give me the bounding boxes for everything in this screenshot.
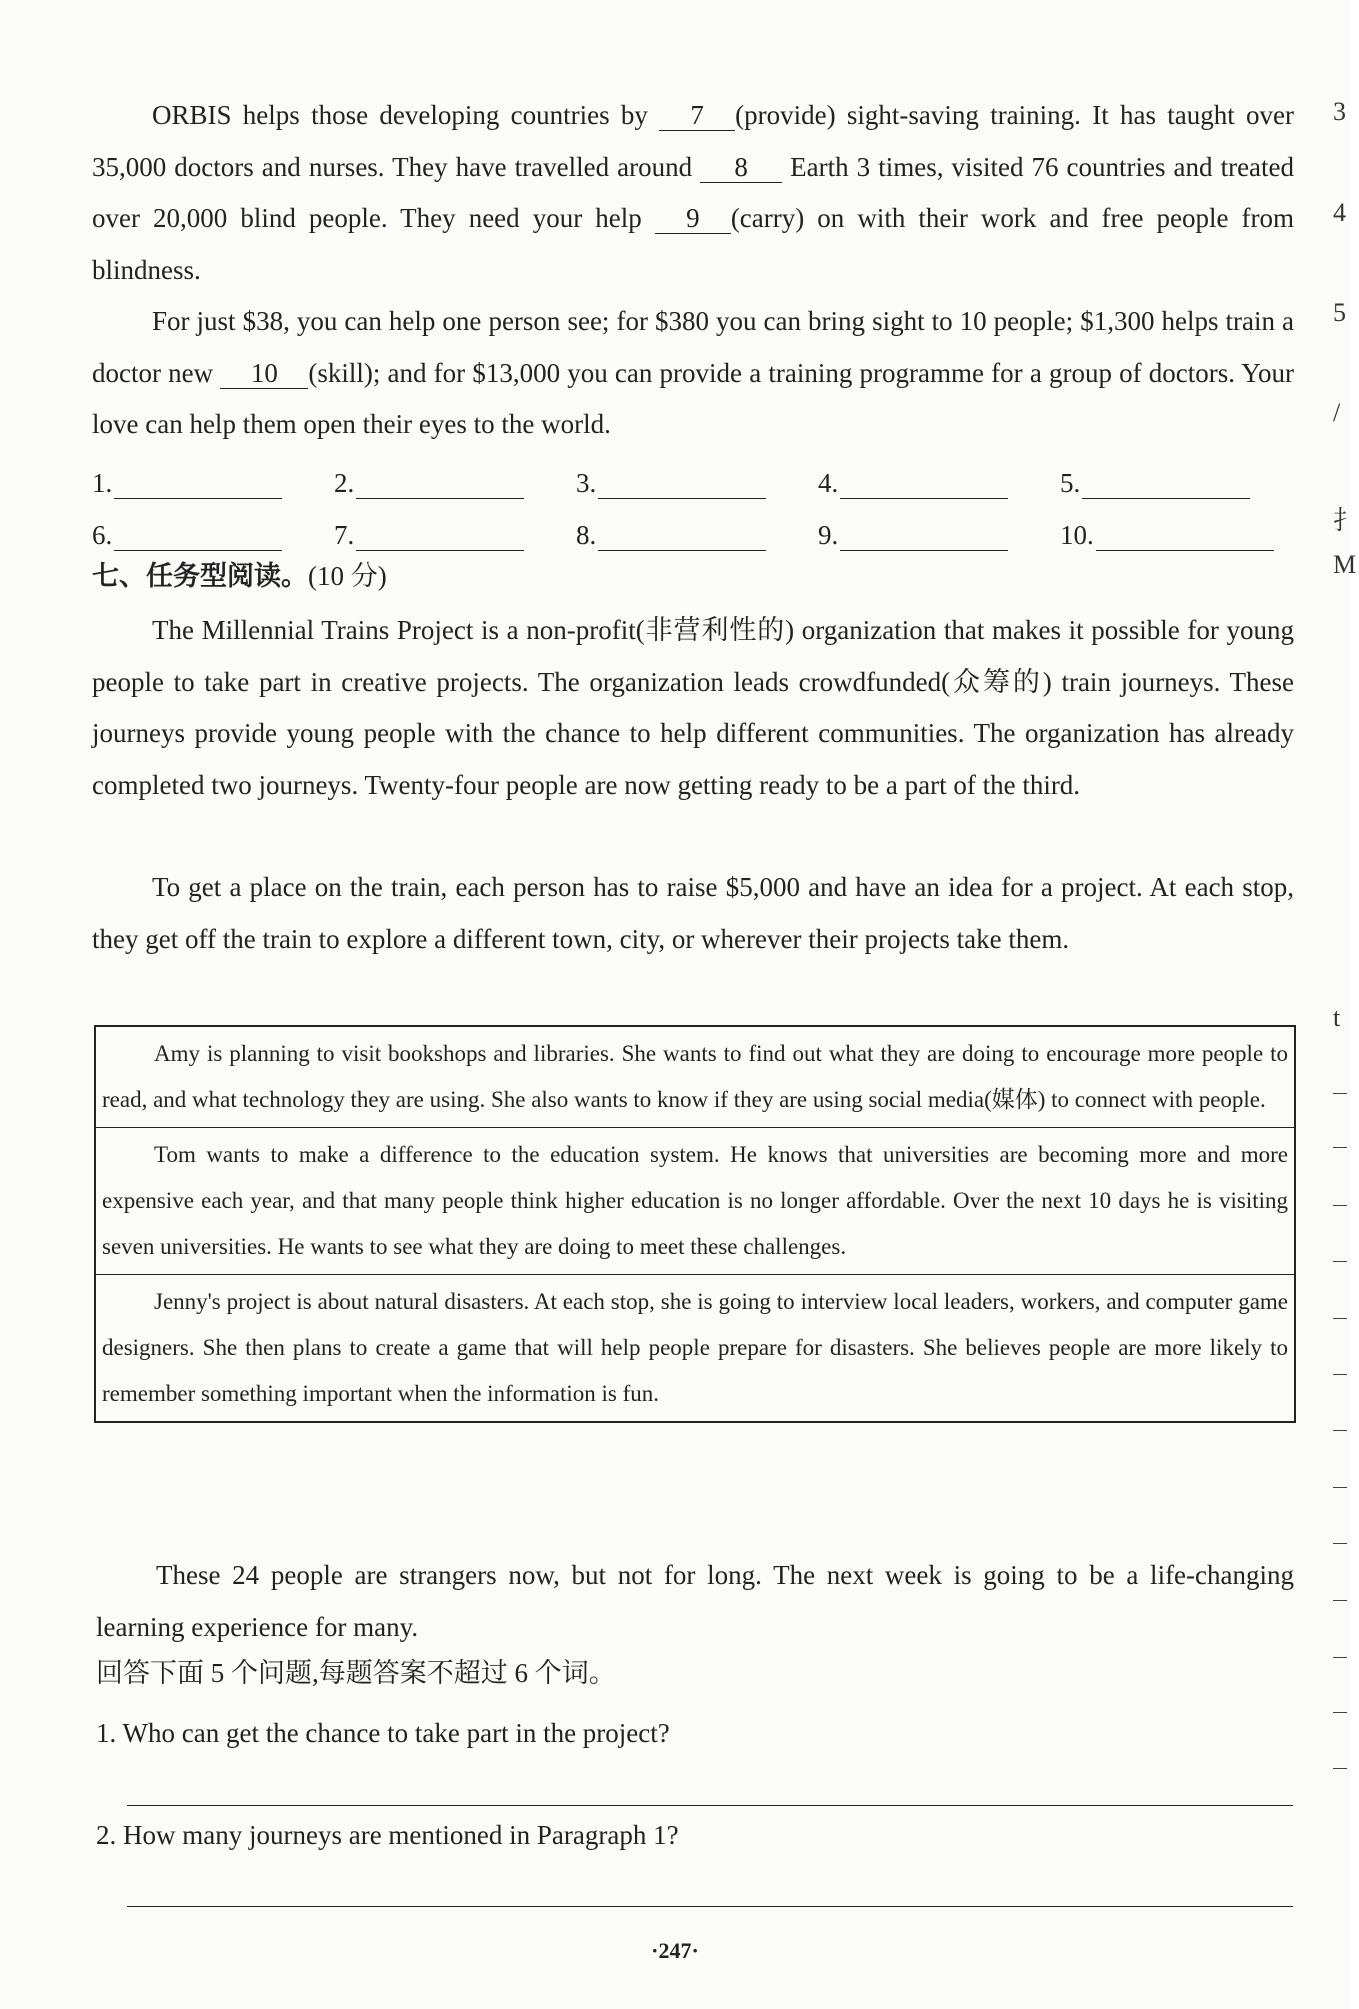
edge-dash — [1333, 1147, 1347, 1148]
answer-item — [576, 520, 818, 551]
answer-line[interactable] — [1082, 472, 1250, 499]
answer-number: 3. — [576, 468, 597, 498]
answer-row — [92, 499, 1302, 551]
answer-row — [92, 447, 1302, 499]
answer-number: 10. — [1060, 520, 1094, 550]
edge-fragment: M — [1333, 550, 1357, 579]
answer-line[interactable] — [598, 524, 766, 551]
question-instruction: 回答下面 5 个问题,每题答案不超过 6 个词。 — [96, 1658, 616, 1688]
answer-line[interactable] — [356, 524, 524, 551]
edge-dash — [1333, 1768, 1347, 1769]
answer-number: 9. — [818, 520, 839, 550]
edge-fragment: 5 — [1333, 298, 1346, 327]
answer-line[interactable] — [1096, 524, 1274, 551]
edge-fragment: 扌 — [1333, 506, 1359, 535]
passage-text: Earth 3 times, visited 76 countries and treated over 20,000 blind people. They need your help — [92, 151, 1295, 233]
answer-item — [334, 468, 576, 499]
blank-10[interactable]: 10 — [220, 358, 308, 389]
answer-item — [576, 468, 818, 499]
answer-number: 4. — [818, 468, 839, 498]
edge-dash — [1333, 1374, 1347, 1375]
answer-item — [818, 468, 1060, 499]
answer-item — [334, 520, 576, 551]
answer-line[interactable] — [114, 524, 282, 551]
edge-fragment: t — [1333, 1003, 1341, 1032]
answer-item — [1060, 520, 1302, 551]
edge-dash — [1333, 1093, 1347, 1094]
edge-dash — [1333, 1205, 1347, 1206]
answer-number: 1. — [92, 468, 113, 498]
section-title — [92, 556, 387, 597]
edge-dash — [1333, 1318, 1347, 1319]
passage-text: (provide) sight-saving training. It has taught over 35,000 doctors and nurses. They have travelled around — [92, 100, 1295, 182]
answer-item — [92, 468, 334, 499]
edge-dash — [1333, 1712, 1347, 1713]
passage-text: (carry) on with their work and free people from blindness. — [92, 203, 1295, 285]
answer-line-1[interactable] — [127, 1805, 1293, 1806]
answer-line[interactable] — [840, 472, 1008, 499]
reading-paragraph-2: To get a place on the train, each person has to raise $5,000 and have an idea for a project. At each stop, they get off the train to explore a different town, city, or wherever their projects take them. — [92, 872, 1294, 954]
question-1: 1. Who can get the chance to take part in the project? — [96, 1718, 670, 1748]
answer-number: 5. — [1060, 468, 1081, 498]
section-heading: 七、任务型阅读。 — [92, 561, 308, 592]
reading-paragraph-1: The Millennial Trains Project is a non-profit(非营利性的) organization that makes it possible for young people to take part in creative projects. The organization leads crowdfunded(众筹的) train journeys. These journeys provide young people with the chance to help different communities. The organization has already completed two journeys. Twenty-four people are now getting ready to be a part of the third. — [92, 615, 1294, 800]
section-score: (10 分) — [308, 561, 387, 591]
project-amy: Amy is planning to visit bookshops and libraries. She wants to find out what they are doing to encourage more people to read, and what technology they are using. She also wants to know if they are using social media(媒体) to connect with people. — [96, 1027, 1294, 1128]
answer-line[interactable] — [840, 524, 1008, 551]
edge-fragment: / — [1333, 398, 1341, 427]
blank-9[interactable]: 9 — [655, 203, 731, 234]
blank-7[interactable]: 7 — [659, 100, 735, 131]
answer-number: 2. — [334, 468, 355, 498]
answer-line[interactable] — [598, 472, 766, 499]
project-tom: Tom wants to make a difference to the education system. He knows that universities are becoming more and more expensive each year, and that many people think higher education is no longer affordable. Over the next 10 days he is visiting seven universities. He wants to see what they are doing to meet these challenges. — [96, 1128, 1294, 1275]
passage-text: For just $38, you can help one person see; for $380 you can bring sight to 10 people; $1,300 helps train a doctor new — [92, 306, 1294, 388]
answer-line[interactable] — [114, 472, 282, 499]
passage-text: ORBIS helps those developing countries by — [152, 100, 648, 130]
answer-number: 7. — [334, 520, 355, 550]
edge-dash — [1333, 1657, 1347, 1658]
edge-dash — [1333, 1487, 1347, 1488]
answer-item — [1060, 468, 1302, 499]
page-number: ·247· — [651, 1938, 699, 1963]
edge-fragment: 3 — [1333, 97, 1346, 126]
reading-paragraph-3: These 24 people are strangers now, but not for long. The next week is going to be a life-changing learning experience for many. — [96, 1560, 1294, 1642]
edge-dash — [1333, 1430, 1347, 1431]
edge-fragment: 4 — [1333, 198, 1346, 227]
question-2: 2. How many journeys are mentioned in Paragraph 1? — [96, 1820, 679, 1850]
answer-item — [92, 520, 334, 551]
edge-dash — [1333, 1600, 1347, 1601]
edge-dash — [1333, 1543, 1347, 1544]
answer-number: 8. — [576, 520, 597, 550]
passage-paragraph-2 — [92, 296, 1294, 451]
answer-line[interactable] — [356, 472, 524, 499]
projects-box — [94, 1025, 1296, 1423]
edge-dash — [1333, 1261, 1347, 1262]
passage-text: (skill); and for $13,000 you can provide a training programme for a group of doctors. Your love can help them open their eyes to the world. — [92, 357, 1295, 439]
passage-paragraph-1 — [92, 90, 1294, 296]
blank-8[interactable]: 8 — [700, 152, 782, 183]
project-jenny: Jenny's project is about natural disasters. At each stop, she is going to interview local leaders, workers, and computer game designers. She then plans to create a game that will help people prepare for disasters. She believes people are more likely to remember something important when the information is fun. — [102, 1289, 1288, 1406]
answer-blanks — [92, 447, 1302, 551]
answer-item — [818, 520, 1060, 551]
answer-line-2[interactable] — [127, 1906, 1293, 1907]
answer-number: 6. — [92, 520, 113, 550]
